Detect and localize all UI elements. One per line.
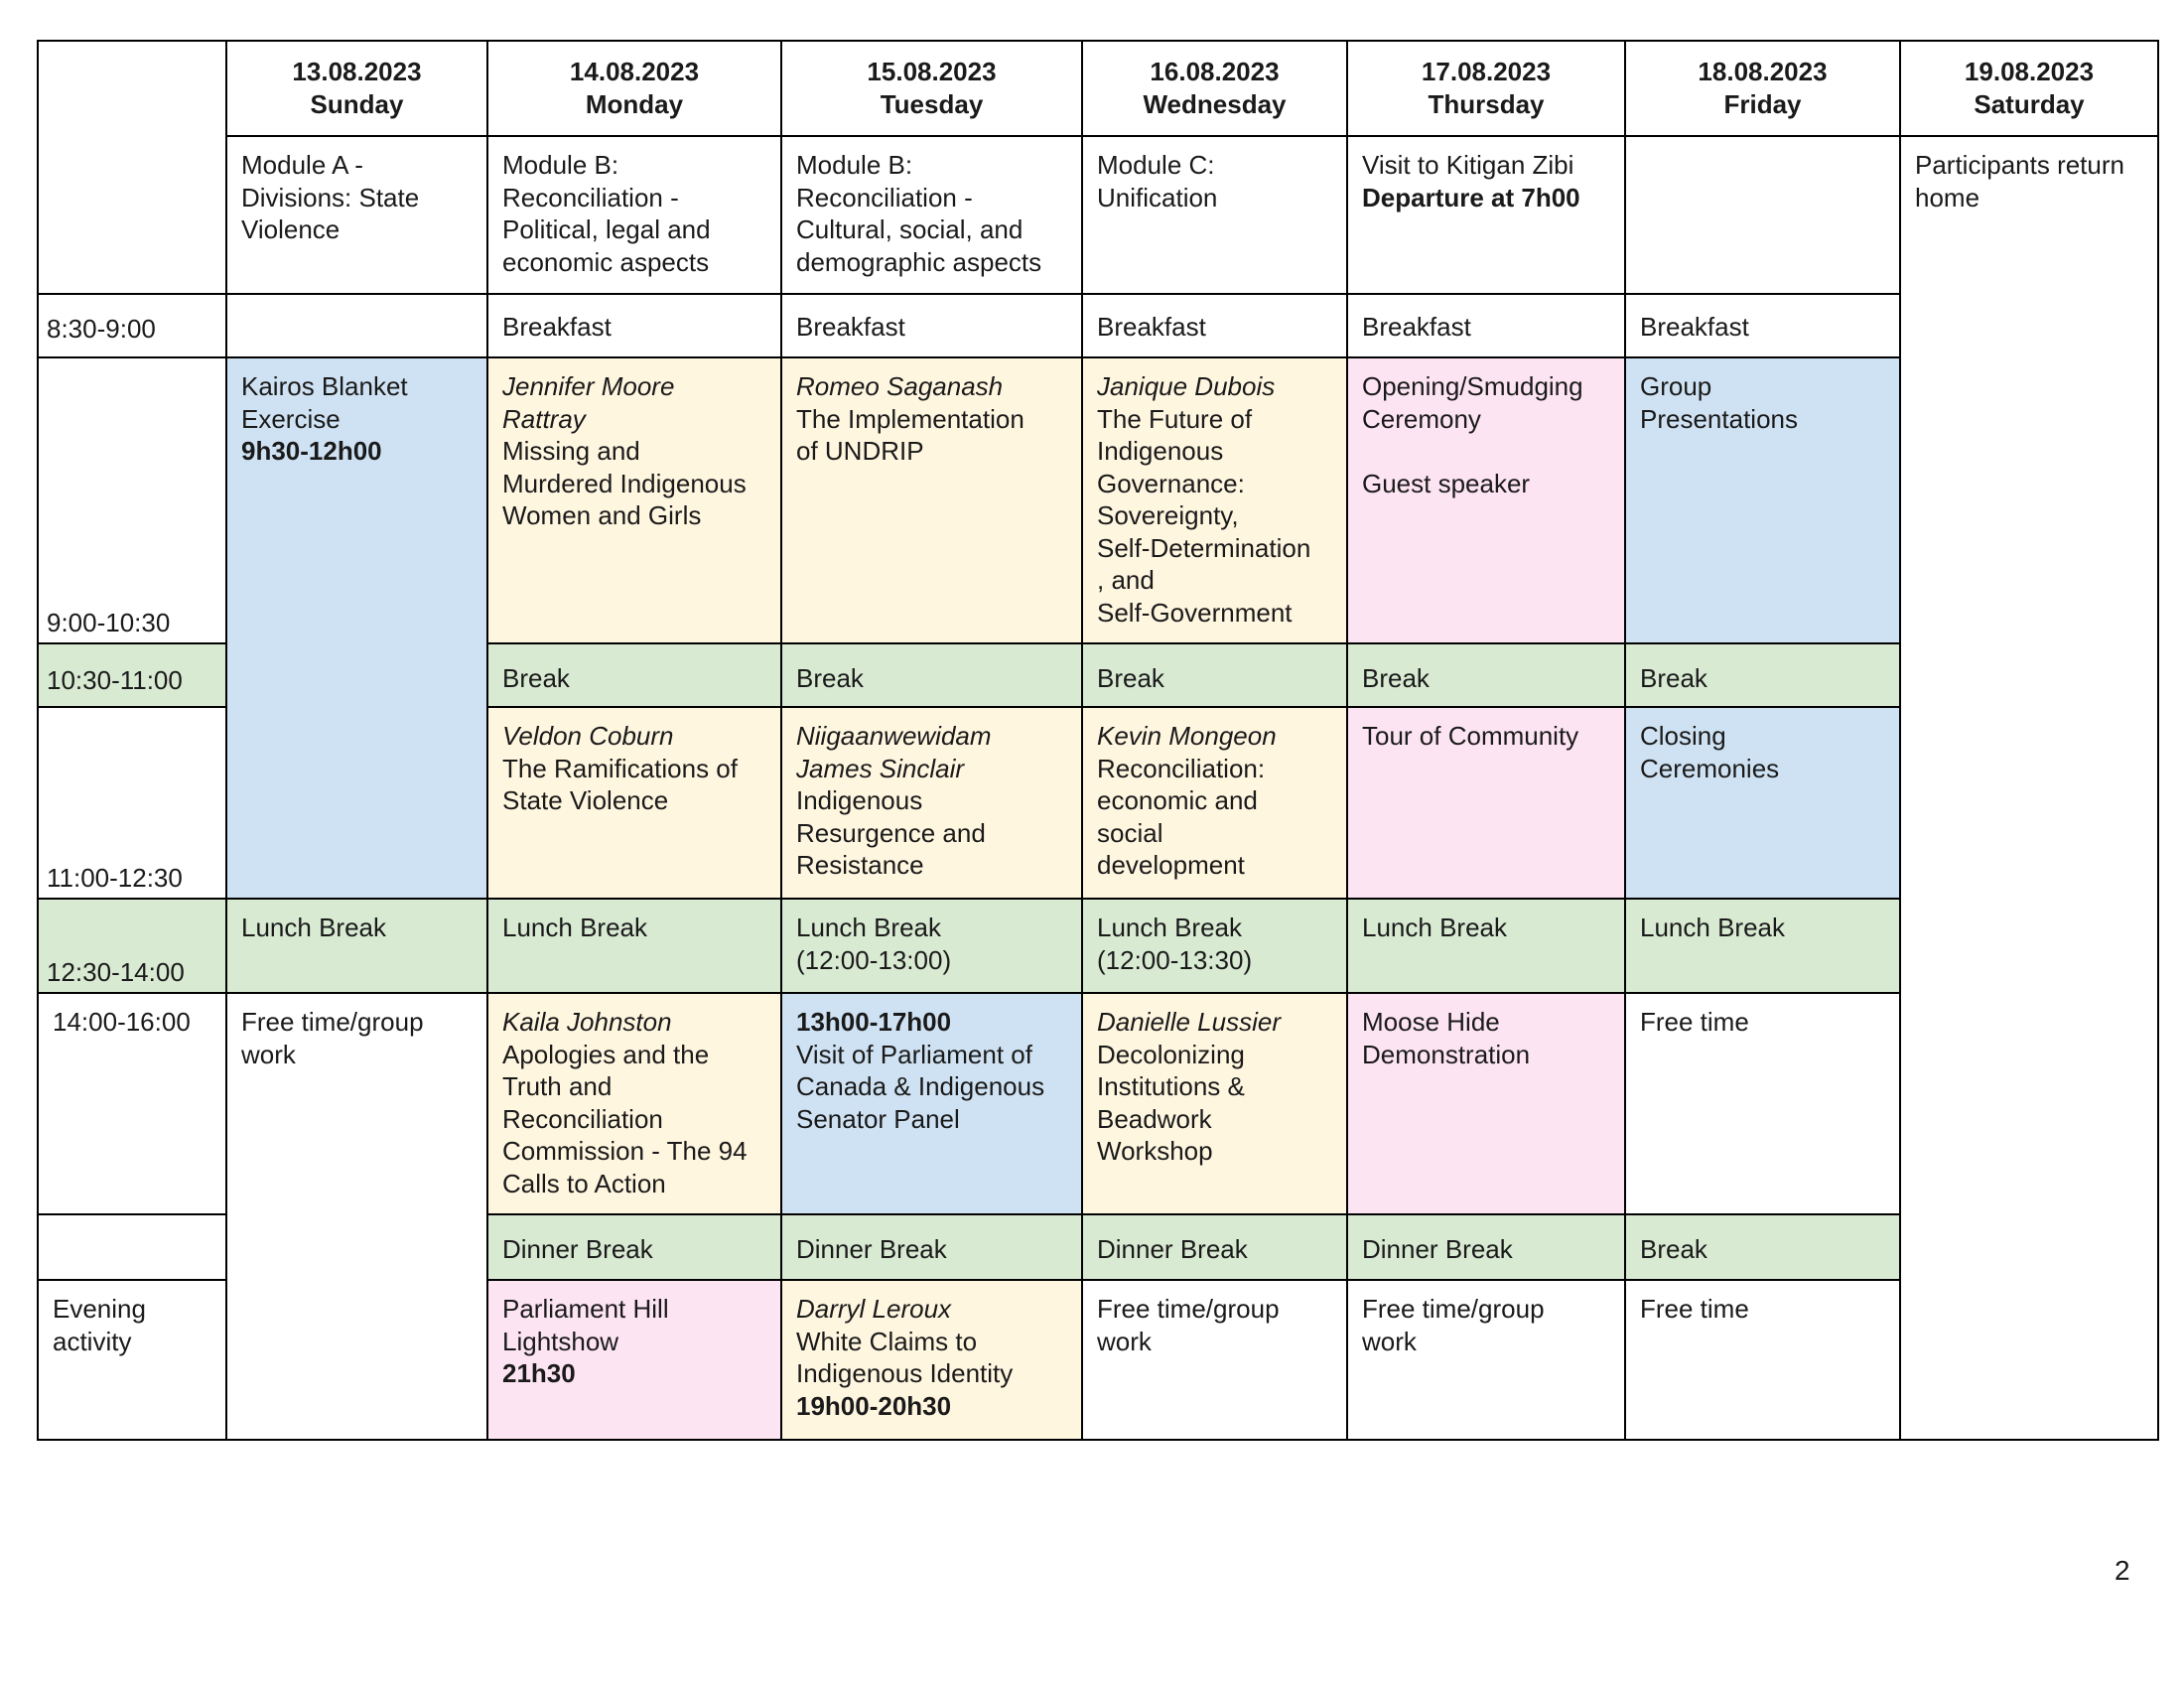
cell-text-line: Danielle Lussier: [1097, 1007, 1281, 1037]
cell-text-line: demographic aspects: [796, 246, 1042, 277]
cell-text-line: social: [1097, 817, 1163, 848]
cell-text-line: Lunch Break: [1640, 913, 1785, 942]
schedule-cell-dinner: [1624, 1213, 1901, 1281]
cell-text-line: Kevin Mongeon: [1097, 721, 1277, 751]
schedule-cell-break: [1624, 642, 1901, 708]
header-day: Tuesday: [880, 88, 984, 119]
schedule-cell-breakfast: [1346, 293, 1626, 358]
schedule-cell-afternoon: [1624, 992, 1901, 1215]
schedule-cell-breakfast: [1081, 293, 1348, 358]
cell-text-line: Breakfast: [1640, 312, 1749, 342]
cell-text-line: Political, legal and: [502, 214, 711, 244]
time-label: 12:30-14:00: [37, 898, 227, 994]
cell-text-line: Dinner Break: [796, 1234, 947, 1264]
schedule-cell-session1: [780, 356, 1083, 644]
cell-text-line: (12:00-13:30): [1097, 944, 1253, 975]
schedule-cell-breakfast: [486, 293, 782, 358]
day-header: [780, 40, 1083, 137]
cell-text-line: White Claims to: [796, 1326, 978, 1356]
cell-text-line: Reconciliation -: [796, 182, 973, 212]
cell-text-line: (12:00-13:00): [796, 944, 952, 975]
cell-text-line: [1362, 435, 1610, 468]
schedule-cell-breakfast: [1624, 293, 1901, 358]
cell-text-line: The Future of: [1097, 403, 1253, 434]
cell-text-line: Lunch Break: [1362, 913, 1507, 942]
cell-text-line: Break: [502, 663, 570, 693]
cell-text-line: Guest speaker: [1362, 468, 1531, 498]
cell-text-line: Breakfast: [796, 312, 905, 342]
cell-text-line: State Violence: [502, 785, 669, 815]
page-number: 2: [2115, 1555, 2130, 1586]
cell-text-line: Jennifer Moore: [502, 371, 675, 401]
header-day: Wednesday: [1143, 88, 1287, 119]
schedule-cell-break: [1081, 642, 1348, 708]
cell-text-line: Break: [1097, 663, 1164, 693]
cell-text-line: Indigenous Identity: [796, 1358, 1014, 1388]
cell-text-line: 13h00-17h00: [796, 1007, 952, 1037]
cell-text-line: Cultural, social, and: [796, 214, 1024, 244]
time-label: 10:30-11:00: [37, 642, 227, 708]
cell-text-line: Janique Dubois: [1097, 371, 1276, 401]
day-header: [486, 40, 782, 137]
schedule-cell-dinner: [486, 1213, 782, 1281]
cell-text-line: Visit to Kitigan Zibi: [1362, 150, 1574, 180]
cell-text-line: The Ramifications of: [502, 753, 738, 783]
cell-text-line: Self-Determination: [1097, 532, 1311, 563]
cell-text-line: The Implementation: [796, 403, 1024, 434]
cell-text-line: Decolonizing: [1097, 1039, 1245, 1069]
schedule-cell-dinner: [1346, 1213, 1626, 1281]
corner-cell: [37, 40, 227, 295]
cell-text-line: Module B:: [796, 150, 913, 180]
schedule-cell-modules: [780, 135, 1083, 295]
cell-text-line: Opening/Smudging: [1362, 371, 1583, 401]
cell-text-line: Break: [1362, 663, 1430, 693]
cell-text-line: Lunch Break: [1097, 913, 1242, 942]
cell-text-line: Dinner Break: [1362, 1234, 1513, 1264]
cell-text-line: Romeo Saganash: [796, 371, 1004, 401]
cell-text-line: Dinner Break: [502, 1234, 653, 1264]
cell-text-line: Violence: [241, 214, 341, 244]
cell-text-line: Murdered Indigenous: [502, 468, 747, 498]
schedule-cell-dinner: [780, 1213, 1083, 1281]
cell-text-line: Indigenous: [1097, 436, 1224, 466]
cell-text-line: Module A -: [241, 150, 363, 180]
cell-text-line: work: [1362, 1326, 1417, 1356]
cell-text-line: Demonstration: [1362, 1039, 1531, 1069]
cell-text-line: Lunch Break: [502, 913, 647, 942]
day-header: [1081, 40, 1348, 137]
day-header: [1624, 40, 1901, 137]
schedule-cell-lunch: [780, 898, 1083, 994]
cell-text-line: home: [1915, 182, 1980, 212]
cell-text-line: Missing and: [502, 436, 640, 466]
cell-text-line: Workshop: [1097, 1136, 1213, 1166]
day-header: [225, 40, 488, 137]
schedule-cell-afternoon-all: [225, 992, 488, 1441]
cell-text-line: Lunch Break: [796, 913, 941, 942]
cell-text-line: work: [241, 1039, 296, 1069]
header-date: 19.08.2023: [1964, 57, 2095, 86]
cell-text-line: Apologies and the: [502, 1039, 710, 1069]
cell-text-line: , and: [1097, 565, 1155, 595]
cell-text-line: Parliament Hill: [502, 1294, 669, 1324]
schedule-cell-session1: [1346, 356, 1626, 644]
header-day: Friday: [1723, 88, 1802, 119]
schedule-cell-lunch: [1624, 898, 1901, 994]
cell-text-line: Breakfast: [502, 312, 612, 342]
schedule-cell-evening: [1624, 1279, 1901, 1441]
schedule-cell-session1: [1081, 356, 1348, 644]
cell-text-line: Module C:: [1097, 150, 1215, 180]
schedule-cell-session2: [1624, 706, 1901, 900]
cell-text-line: Darryl Leroux: [796, 1294, 952, 1324]
cell-text-line: Break: [1640, 663, 1707, 693]
cell-text-line: Commission - The 94: [502, 1136, 748, 1166]
cell-text-line: economic aspects: [502, 246, 710, 277]
cell-text-line: Resistance: [796, 850, 924, 880]
cell-text-line: Lunch Break: [241, 913, 386, 942]
cell-text-line: Rattray: [502, 403, 586, 434]
header-date: 17.08.2023: [1421, 57, 1552, 86]
cell-text-line: Reconciliation: [502, 1103, 663, 1134]
cell-text-line: Indigenous: [796, 785, 923, 815]
schedule-cell-break: [1346, 642, 1626, 708]
schedule-cell-afternoon: [486, 992, 782, 1215]
cell-text-line: Break: [1640, 1234, 1707, 1264]
cell-text-line: Lightshow: [502, 1326, 619, 1356]
cell-text-line: Break: [796, 663, 864, 693]
schedule-cell-modules: [1346, 135, 1626, 295]
cell-text-line: Canada & Indigenous: [796, 1071, 1045, 1101]
schedule-cell-modules: [1081, 135, 1348, 295]
cell-text-line: Group: [1640, 371, 1712, 401]
header-day: Saturday: [1974, 88, 2085, 119]
cell-text-line: Sovereignty,: [1097, 500, 1239, 530]
cell-text-line: Exercise: [241, 403, 341, 434]
header-day: Thursday: [1428, 88, 1545, 119]
cell-text-line: Kaila Johnston: [502, 1007, 672, 1037]
schedule-cell-break: [486, 642, 782, 708]
cell-text-line: economic and: [1097, 785, 1258, 815]
header-date: 16.08.2023: [1150, 57, 1280, 86]
cell-text-line: 9h30-12h00: [241, 436, 382, 466]
schedule-cell-breakfast: [780, 293, 1083, 358]
cell-text-line: Presentations: [1640, 403, 1798, 434]
cell-text-line: Resurgence and: [796, 817, 986, 848]
cell-text-line: Kairos Blanket: [241, 371, 408, 401]
time-label: 14:00-16:00: [37, 992, 227, 1215]
time-label: [37, 1213, 227, 1281]
schedule-cell-session2: [780, 706, 1083, 900]
cell-text-line: of UNDRIP: [796, 436, 924, 466]
schedule-cell-dinner: [1081, 1213, 1348, 1281]
cell-text-line: Free time/group: [1362, 1294, 1545, 1324]
schedule-cell-modules: [486, 135, 782, 295]
cell-text-line: Reconciliation:: [1097, 753, 1266, 783]
schedule-cell-evening: [1346, 1279, 1626, 1441]
cell-text-line: Dinner Break: [1097, 1234, 1248, 1264]
cell-text-line: Breakfast: [1362, 312, 1471, 342]
schedule-cell-lunch: [1081, 898, 1348, 994]
cell-text-line: Free time/group: [1097, 1294, 1280, 1324]
cell-text-line: Participants return: [1915, 150, 2124, 180]
schedule-cell-evening: [486, 1279, 782, 1441]
cell-text-line: development: [1097, 850, 1245, 880]
schedule-cell-lunch: [486, 898, 782, 994]
cell-text-line: Institutions &: [1097, 1071, 1245, 1101]
schedule-cell-lunch: [1346, 898, 1626, 994]
cell-text-line: Reconciliation -: [502, 182, 679, 212]
schedule-cell-session2: [1346, 706, 1626, 900]
cell-text-line: Divisions: State: [241, 182, 420, 212]
cell-text-line: 21h30: [502, 1358, 576, 1388]
cell-text-line: Free time: [1640, 1294, 1749, 1324]
cell-text-line: Free time/group: [241, 1007, 424, 1037]
header-date: 14.08.2023: [569, 57, 700, 86]
cell-text-line: Calls to Action: [502, 1168, 666, 1198]
cell-text-line: Moose Hide: [1362, 1007, 1500, 1037]
schedule-cell-session2: [1081, 706, 1348, 900]
cell-text-line: Tour of Community: [1362, 721, 1579, 751]
cell-text-line: Visit of Parliament of: [796, 1039, 1032, 1069]
schedule-cell-session1: [1624, 356, 1901, 644]
time-label: 9:00-10:30: [37, 356, 227, 644]
time-label: 8:30-9:00: [37, 293, 227, 358]
cell-text-line: Niigaanwewidam: [796, 721, 992, 751]
cell-text-line: work: [1097, 1326, 1152, 1356]
cell-text-line: Beadwork: [1097, 1103, 1212, 1134]
schedule-cell-session1: [486, 356, 782, 644]
schedule-cell-breakfast: [225, 293, 488, 358]
cell-text-line: Veldon Coburn: [502, 721, 674, 751]
cell-text-line: Free time: [1640, 1007, 1749, 1037]
header-date: 15.08.2023: [867, 57, 997, 86]
cell-text-line: Breakfast: [1097, 312, 1206, 342]
cell-text-line: Ceremony: [1362, 403, 1481, 434]
cell-text-line: Truth and: [502, 1071, 613, 1101]
time-label: 11:00-12:30: [37, 706, 227, 900]
cell-text-line: Closing: [1640, 721, 1726, 751]
header-date: 18.08.2023: [1698, 57, 1828, 86]
schedule-cell-session2: [486, 706, 782, 900]
schedule-cell-afternoon: [1081, 992, 1348, 1215]
cell-text-line: 19h00-20h30: [796, 1390, 952, 1421]
cell-text-line: Departure at 7h00: [1362, 182, 1580, 212]
schedule-cell-saturday: [1899, 135, 2159, 1441]
schedule-cell-afternoon: [1346, 992, 1626, 1215]
schedule-cell-evening: [780, 1279, 1083, 1441]
schedule-cell-modules: [1624, 135, 1901, 295]
schedule-cell-break: [780, 642, 1083, 708]
cell-text-line: Ceremonies: [1640, 753, 1780, 783]
schedule-cell-modules: [225, 135, 488, 295]
cell-text-line: Unification: [1097, 182, 1218, 212]
cell-text-line: Senator Panel: [796, 1103, 960, 1134]
header-day: Sunday: [310, 88, 404, 119]
cell-text-line: Governance:: [1097, 468, 1245, 498]
schedule-cell-afternoon: [780, 992, 1083, 1215]
schedule-cell-evening: [1081, 1279, 1348, 1441]
schedule-cell-lunch: [225, 898, 488, 994]
cell-text-line: Women and Girls: [502, 500, 702, 530]
cell-text-line: James Sinclair: [796, 753, 965, 783]
header-day: Monday: [585, 88, 684, 119]
day-header: [1346, 40, 1626, 137]
day-header: [1899, 40, 2159, 137]
time-label: Evening activity: [37, 1279, 227, 1441]
cell-text-line: Self-Government: [1097, 597, 1293, 628]
cell-text-line: Module B:: [502, 150, 619, 180]
header-date: 13.08.2023: [292, 57, 422, 86]
